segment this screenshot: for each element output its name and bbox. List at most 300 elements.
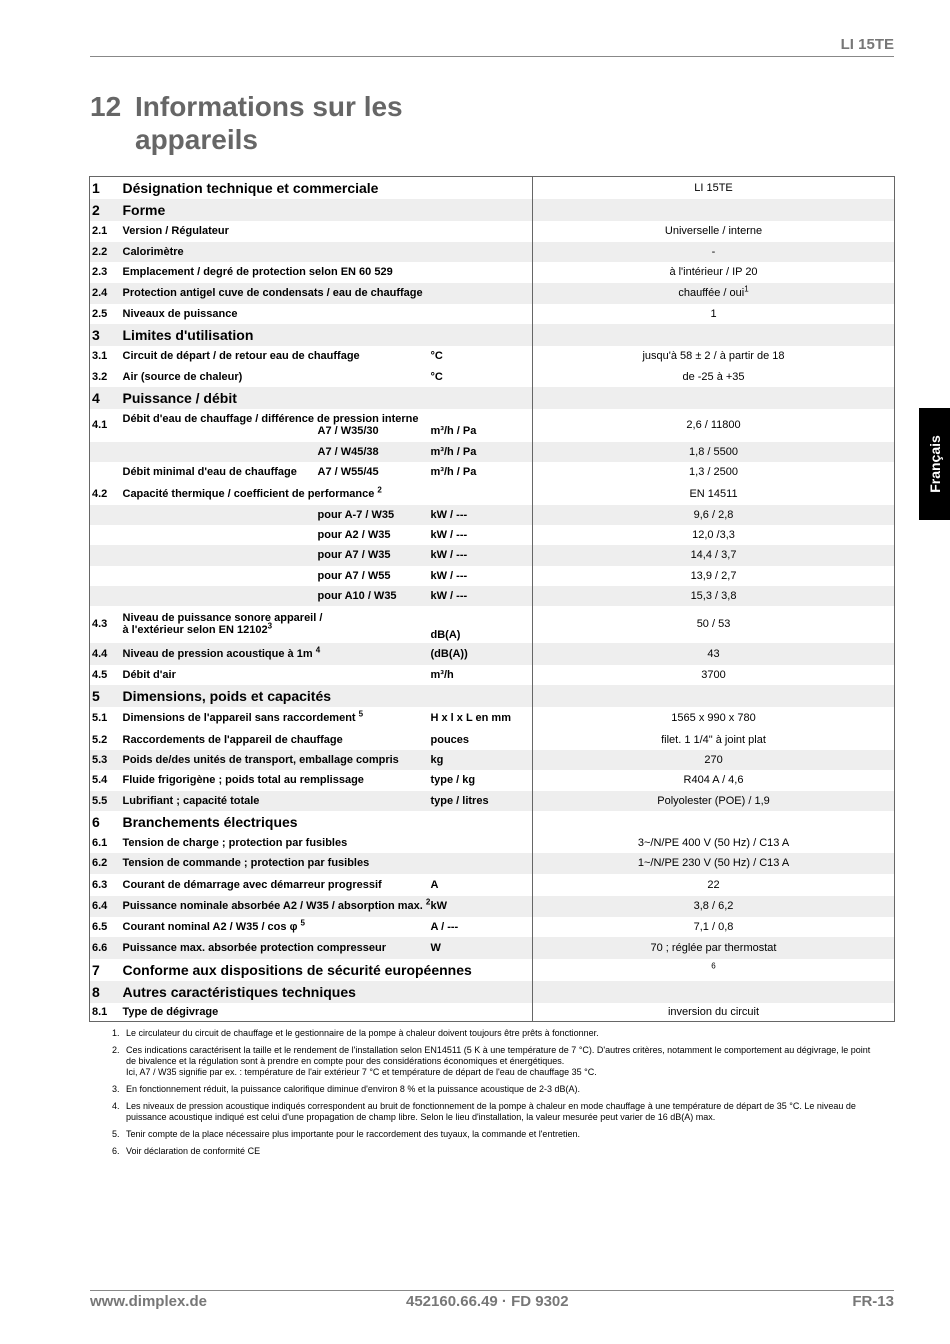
row-value-cell [533,199,895,221]
row-unit: W [431,937,533,959]
spec-row [90,937,895,959]
spec-row [90,199,895,221]
category-text: Dimensions, poids et capacités [122,687,332,704]
spec-row [90,1003,895,1022]
row-label-cell [123,750,431,770]
row-value: 1,3 / 2500 [689,466,738,478]
spec-row [90,505,895,525]
row-value-cell [533,853,895,874]
row-value: 1,8 / 5500 [689,445,738,458]
footnote-number: 1. [112,1028,120,1038]
row-value-cell [533,387,895,409]
row-unit: dB(A) [430,628,461,641]
row-unit: A [430,878,439,891]
row-value-cell [533,242,895,262]
category-text: Autres caractéristiques techniques [122,983,356,1000]
row-number: 5.3 [90,750,123,770]
footnote-text: En fonctionnement réduit, la puissance calorifique diminue d'environ 8 % et la puissance acoustique de 2-3 dB(A). [126,1084,580,1094]
row-label: Lubrifiant ; capacité totale [122,794,260,807]
spec-row [90,442,895,462]
category-text: Limites d'utilisation [122,326,254,343]
spec-row [90,981,895,1003]
row-unit [431,304,533,324]
row-value-cell [533,409,895,442]
row-label: Capacité thermique / coefficient de performance [122,487,375,500]
row-number: 2.4 [90,283,123,304]
spec-row [90,221,895,242]
row-value-cell [533,896,895,917]
row-unit: kW / --- [431,586,533,606]
row-value-cell [533,367,895,387]
row-condition: pour A7 / W55 [317,569,391,582]
row-value-cell [533,685,895,707]
row-label-cell [123,346,431,367]
row-label-cell [123,409,533,442]
row-value-cell [533,566,895,586]
spacer [123,425,318,437]
row-label: Débit d'air [122,668,176,681]
row-value: 43 [707,647,720,660]
footnote [112,1129,882,1140]
spec-row [90,283,895,304]
category-label [123,324,533,346]
row-number [90,586,123,606]
row-unit: m³/h [430,668,454,681]
row-unit [431,221,533,242]
row-label: Niveaux de puissance [122,307,238,320]
row-value: 9,6 / 2,8 [693,508,734,521]
row-label-cell [123,221,431,242]
spec-row [90,606,895,643]
footnote-text: Voir déclaration de conformité CE [126,1146,261,1156]
row-label: Niveau de puissance sonore appareil / [122,612,323,624]
row-label-cell [123,505,318,525]
row-value: 1~/N/PE 230 V (50 Hz) / C13 A [637,857,790,869]
spec-row [90,791,895,811]
category-label [123,685,533,707]
row-number [90,505,123,525]
category-label [123,387,533,409]
row-number: 5.4 [92,774,108,786]
spec-row [90,853,895,874]
spec-row [90,545,895,566]
header-divider [90,56,894,57]
footnote-text: Les niveaux de pression acoustique indiqués correspondent au bruit de fonctionnement de la pompe à chaleur en mode chauffage à une température de départ de 35 °C. Le niveau de puissance acoustique indiqué est celui d'une propagation de champ libre. Selon le lieu d'installation, la valeur mesurée peut varier de 16 dB(A) max. [126,1101,856,1122]
row-number: 8 [90,981,123,1003]
row-value: à l'intérieur / IP 20 [669,266,758,278]
row-unit [431,853,533,874]
row-unit [431,262,533,283]
footnote [112,1146,882,1157]
row-unit: kW / --- [431,505,533,525]
row-value-cell [533,750,895,770]
row-value: 3,8 / 6,2 [693,900,734,912]
row-number: 7 [92,961,100,978]
row-number [90,462,123,483]
footnote-ref: 2 [377,484,382,494]
row-number: 5 [90,685,123,707]
spec-row [90,387,895,409]
row-unit [431,833,533,853]
spec-table [89,176,895,1022]
row-unit: kW / --- [430,569,468,582]
row-unit: m³/h / Pa [431,442,533,462]
row-value-cell [533,483,895,505]
row-number: 3.1 [92,350,108,362]
row-value-cell [533,959,895,981]
row-condition: A7 / W55/45 [317,466,379,478]
row-value: 3700 [701,668,726,681]
row-number: 4 [90,387,123,409]
spec-row [90,874,895,896]
row-value: Polyolester (POE) / 1,9 [657,794,770,807]
row-value: 2,6 / 11800 [686,419,741,431]
row-number: 6 [92,813,100,830]
row-value-cell [533,442,895,462]
header-model: LI 15TE [840,36,894,53]
row-value-cell [533,545,895,566]
row-label: Type de dégivrage [122,1005,219,1018]
row-label-cell [123,833,431,853]
category-label [123,959,533,981]
spec-row [90,367,895,387]
row-condition: pour A-7 / W35 [318,505,431,525]
spec-row [90,770,895,791]
spec-row [90,896,895,917]
row-label-cell [123,483,431,505]
row-value-cell [533,730,895,750]
spec-row [90,959,895,981]
row-unit: kW / --- [431,545,533,566]
row-value-cell [533,505,895,525]
row-value: EN 14511 [689,487,738,500]
footnote [112,1028,882,1039]
row-value-cell [533,304,895,324]
row-label-cell [123,730,431,750]
row-unit: A / --- [430,920,459,933]
spec-row [90,730,895,750]
row-value-cell [533,324,895,346]
row-value-cell [533,283,895,304]
footnote-ref: 3 [267,621,273,631]
row-number: 5.2 [92,733,108,746]
row-number: 4.2 [92,487,108,500]
row-number: 2.5 [92,307,108,320]
row-value: 270 [704,753,723,766]
language-tab-label: Français [926,435,943,493]
row-number: 3.2 [92,370,108,383]
row-subline [123,425,533,437]
row-number: 2.2 [90,242,123,262]
row-label-cell [123,606,431,643]
spec-row [90,750,895,770]
row-value-cell [533,981,895,1003]
row-value: filet. 1 1/4" à joint plat [661,733,766,746]
spec-row [90,462,895,483]
footnote-text: Tenir compte de la place nécessaire plus importante pour le raccordement des tuyaux, la commande et l'entretien. [126,1129,580,1139]
spec-row [90,177,895,199]
row-label: Tension de charge ; protection par fusibles [122,836,348,849]
footnote-number: 5. [112,1129,120,1139]
section-heading: Informations sur les appareils [135,91,403,155]
row-value-cell [533,262,895,283]
footer-doc-number: 452160.66.49 · FD 9302 [406,1293,569,1310]
category-text: Désignation technique et commerciale [122,179,379,196]
row-number: 6.1 [92,836,108,849]
spec-row [90,242,895,262]
spec-row [90,811,895,833]
row-label: Tension de commande ; protection par fusibles [122,857,370,869]
row-label-cell [123,665,431,685]
spec-row [90,304,895,324]
row-unit: H x l x L en mm [430,712,511,724]
row-label: Poids de/des unités de transport, emballage compris [122,753,399,766]
row-value-cell [533,770,895,791]
row-value: 7,1 / 0,8 [693,920,734,933]
row-value-cell [533,811,895,833]
row-label: Courant nominal A2 / W35 / cos φ [122,920,298,933]
row-label: Emplacement / degré de protection selon EN 60 529 [122,266,393,278]
row-label-cell [123,917,431,937]
row-label: Air (source de chaleur) [122,370,243,383]
row-value-cell [533,643,895,665]
row-label: Protection antigel cuve de condensats / eau de chauffage [122,287,423,299]
row-number: 6.3 [92,878,108,891]
footnote-text: Ces indications caractérisent la taille et le rendement de l'installation selon EN14511 (5 K à une température de 7 °C). D'autres critères, notamment le comportement au dégivrage, le point de bivalence et la régulation sont à prendre en compte pour des considérations économiques et énergétiques. [126,1045,871,1066]
spec-row [90,685,895,707]
footnote-text: Ici, A7 / W35 signifie par ex. : température de l'air extérieur 7 °C et température de départ de l'eau de chauffage 35 °C. [126,1067,597,1077]
footnote-ref: 4 [315,644,321,654]
spec-row [90,833,895,853]
row-label-cell [123,707,431,730]
row-label: Courant de démarrage avec démarreur progressif [122,878,382,891]
category-label [123,981,533,1003]
row-label: Puissance max. absorbée protection compresseur [122,941,386,954]
footnote-number: 2. [112,1045,120,1055]
spec-row [90,324,895,346]
row-label-cell [123,442,318,462]
row-label: Raccordements de l'appareil de chauffage [122,733,343,746]
row-value: 15,3 / 3,8 [690,589,737,602]
row-label-cell [123,791,431,811]
row-unit: m³/h / Pa [430,425,477,437]
row-unit [431,1003,533,1022]
footer-page-number: FR-13 [852,1293,894,1310]
category-text: Puissance / débit [122,389,237,406]
spec-row [90,409,895,442]
row-value-cell [533,462,895,483]
row-condition: pour A2 / W35 [317,528,391,541]
row-label: Circuit de départ / de retour eau de chauffage [122,350,360,362]
spec-row [90,525,895,545]
row-value: 50 / 53 [696,618,731,630]
row-label: Puissance nominale absorbée A2 / W35 / absorption max. [122,900,423,912]
row-label-line2 [122,621,431,636]
footnote-number: 6. [112,1146,120,1156]
row-value-cell [533,346,895,367]
row-unit: type / litres [431,791,533,811]
footnote [112,1045,882,1078]
row-label-cell [123,896,431,917]
footer-website: www.dimplex.de [90,1293,207,1310]
row-label: Dimensions de l'appareil sans raccordement [122,712,356,724]
row-number: 3 [90,324,123,346]
spec-row [90,262,895,283]
row-number [90,545,123,566]
row-value: inversion du circuit [667,1005,760,1018]
row-number: 4.3 [92,618,108,630]
row-unit: °C [430,350,443,362]
row-number: 5.1 [92,712,108,724]
row-number: 6.6 [90,937,123,959]
spec-row [90,665,895,685]
row-value-cell [533,606,895,643]
row-label-cell [123,566,318,586]
row-unit: type / kg [430,774,476,786]
row-value: de -25 à +35 [682,370,745,383]
row-number [90,442,123,462]
row-unit [431,483,533,505]
row-value-cell [533,665,895,685]
row-number: 4.1 [92,419,108,431]
row-value: jusqu'à 58 ± 2 / à partir de 18 [642,350,785,362]
footnote-text: Le circulateur du circuit de chauffage et le gestionnaire de la pompe à chaleur doivent toujours être prêts à fonctionner. [126,1028,599,1038]
row-label-cell [123,262,431,283]
spec-row [90,566,895,586]
row-value: R404 A / 4,6 [683,774,744,786]
row-condition: A7 / W45/38 [318,442,431,462]
spec-row [90,707,895,730]
row-value: chauffée / oui [678,287,745,299]
row-label: Fluide frigorigène ; poids total au remplissage [122,774,364,786]
row-number: 5.5 [90,791,123,811]
spec-row [90,586,895,606]
row-label: Version / Régulateur [122,225,229,237]
footnote-number: 3. [112,1084,120,1094]
row-label: Calorimètre [122,245,184,258]
row-label-cell [123,545,318,566]
row-value-cell [533,874,895,896]
row-value: 22 [707,878,720,891]
row-number: 1 [92,179,100,196]
row-condition: A7 / W35/30 [317,425,379,437]
row-value: - [711,245,716,258]
row-value: LI 15TE [694,181,733,194]
row-value: 14,4 / 3,7 [690,549,737,561]
row-number: 6.2 [90,853,123,874]
spec-row [90,483,895,505]
row-label-cell [123,643,431,665]
row-label-cell [123,367,431,387]
row-value-cell [533,791,895,811]
row-label: Débit d'eau de chauffage / différence de pression interne [122,413,419,425]
row-unit [431,242,533,262]
footnote [112,1084,882,1095]
footnote [112,1101,882,1123]
row-number: 2 [90,199,123,221]
row-unit: °C [430,370,443,383]
row-number: 4.5 [92,668,108,681]
row-label-cell [123,304,431,324]
row-unit [431,283,533,304]
row-label: Niveau de pression acoustique à 1m [122,647,313,660]
row-value: 1565 x 990 x 780 [671,712,756,724]
spec-row [90,643,895,665]
row-value: 1 [710,307,717,320]
row-label: Débit minimal d'eau de chauffage [122,466,297,478]
row-value: 12,0 /3,3 [692,528,735,541]
spec-row [90,346,895,367]
row-number [90,525,123,545]
row-number: 4.4 [90,643,123,665]
row-value: 70 ; réglée par thermostat [650,941,777,954]
spec-row [90,917,895,937]
category-label [123,199,533,221]
row-label-cell [123,874,431,896]
row-label-cell [123,525,318,545]
row-number: 2.3 [92,266,108,278]
row-unit: kW [431,896,533,917]
footnotes [112,1028,882,1163]
category-label [123,177,533,199]
row-number: 2.1 [92,225,108,237]
category-text: Branchements électriques [122,813,298,830]
footnote-number: 4. [112,1101,120,1111]
row-value: Universelle / interne [664,225,763,237]
row-value-cell [533,833,895,853]
row-value: 13,9 / 2,7 [690,569,737,582]
row-value-cell [533,1003,895,1022]
footnote-ref: 5 [300,917,305,927]
category-text: Conforme aux dispositions de sécurité européennes [122,961,472,978]
row-label-cell [123,937,431,959]
row-label-cell [123,586,318,606]
row-condition: pour A7 / W35 [318,545,431,566]
row-label-line2-text: à l'extérieur selon EN 12102 [122,624,268,636]
row-value-cell [533,937,895,959]
row-unit: kW / --- [430,528,468,541]
row-label-cell [123,283,431,304]
row-value-cell [533,707,895,730]
row-value-cell [533,221,895,242]
row-number [90,566,123,586]
row-unit: pouces [430,733,470,746]
row-label-cell [123,1003,431,1022]
footnote-ref: 6 [711,960,716,970]
row-number: 6.4 [90,896,123,917]
row-value-cell [533,177,895,199]
row-value-cell [533,586,895,606]
row-label-cell [123,853,431,874]
row-condition: pour A10 / W35 [318,586,431,606]
footnote-ref: 2 [425,897,431,907]
footer-divider [90,1290,894,1291]
row-value: 3~/N/PE 400 V (50 Hz) / C13 A [637,836,790,849]
row-number: 6.5 [92,920,108,933]
row-value-cell [533,917,895,937]
row-unit: kg [431,750,533,770]
row-unit: (dB(A)) [431,643,533,665]
row-label-cell [123,770,431,791]
section-number: 12 [90,91,122,122]
row-value-cell [533,525,895,545]
footnote-ref: 5 [358,709,364,719]
category-text: Forme [122,201,166,218]
row-label-cell [123,462,318,483]
row-unit: m³/h / Pa [430,466,477,478]
row-number: 8.1 [92,1005,108,1018]
footnote-ref: 1 [744,284,749,294]
